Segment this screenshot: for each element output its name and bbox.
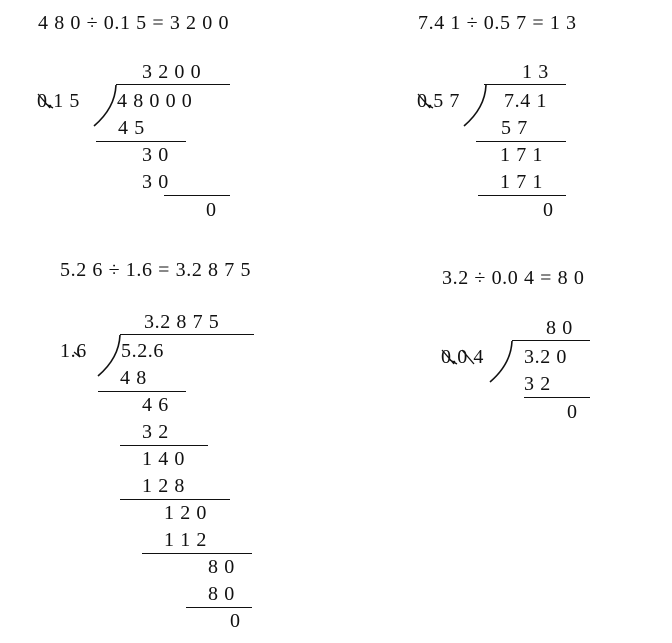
- quotient-2: 1 3: [522, 61, 549, 83]
- long-division-bracket-1: [90, 84, 120, 128]
- step-3-2: 4 6: [142, 394, 169, 416]
- step-line-1-2: [164, 195, 230, 196]
- equation-2: 7.4 1 ÷ 0.5 7 = 1 3: [418, 12, 577, 34]
- step-1-4: 0: [206, 199, 217, 221]
- division-bar-1: [116, 84, 230, 85]
- step-line-3-5: [186, 607, 252, 608]
- equation-3: 5.2 6 ÷ 1.6 = 3.2 8 7 5: [60, 259, 252, 281]
- step-line-1-1: [96, 141, 186, 142]
- quotient-4: 8 0: [546, 317, 573, 339]
- divisor-4: 0.0 4: [441, 346, 484, 368]
- step-1-3: 3 0: [142, 171, 169, 193]
- step-line-2-1: [476, 141, 566, 142]
- step-line-4-1: [524, 397, 590, 398]
- step-3-1: 4 8: [120, 367, 147, 389]
- step-2-2: 1 7 1: [500, 144, 543, 166]
- step-line-3-4: [142, 553, 252, 554]
- step-3-7: 1 1 2: [164, 529, 207, 551]
- step-2-3: 1 7 1: [500, 171, 543, 193]
- step-3-3: 3 2: [142, 421, 169, 443]
- dividend-2: 7.4 1: [504, 90, 547, 112]
- step-3-4: 1 4 0: [142, 448, 185, 470]
- divisor-3: 1.6: [60, 340, 87, 362]
- divisor-1: 0.1 5: [37, 90, 80, 112]
- step-3-8: 8 0: [208, 556, 235, 578]
- step-line-3-1: [98, 391, 186, 392]
- division-bar-2: [484, 84, 566, 85]
- step-2-4: 0: [543, 199, 554, 221]
- step-3-9: 8 0: [208, 583, 235, 605]
- step-3-6: 1 2 0: [164, 502, 207, 524]
- quotient-3: 3.2 8 7 5: [144, 311, 220, 333]
- step-4-1: 3 2: [524, 373, 551, 395]
- step-line-3-2: [120, 445, 208, 446]
- decimal-shift-mark-1: [36, 88, 56, 114]
- step-1-2: 3 0: [142, 144, 169, 166]
- quotient-1: 3 2 0 0: [142, 61, 202, 83]
- decimal-shift-mark-2: [416, 88, 436, 114]
- equation-4: 3.2 ÷ 0.0 4 = 8 0: [442, 267, 585, 289]
- step-3-5: 1 2 8: [142, 475, 185, 497]
- step-line-3-3: [120, 499, 230, 500]
- dividend-3: 5.2.6: [121, 340, 164, 362]
- dividend-4: 3.2 0: [524, 346, 567, 368]
- step-1-1: 4 5: [118, 117, 145, 139]
- division-bar-3: [120, 334, 254, 335]
- decimal-shift-mark-3: [70, 342, 86, 362]
- equation-1: 4 8 0 ÷ 0.1 5 = 3 2 0 0: [38, 12, 230, 34]
- decimal-shift-mark-4: [440, 344, 480, 370]
- step-3-10: 0: [230, 610, 241, 632]
- step-4-2: 0: [567, 401, 578, 423]
- dividend-1: 4 8 0 0 0: [117, 90, 193, 112]
- step-2-1: 5 7: [501, 117, 528, 139]
- long-division-bracket-4: [486, 340, 516, 384]
- long-division-bracket-2: [460, 84, 490, 128]
- division-bar-4: [512, 340, 590, 341]
- step-line-2-2: [478, 195, 566, 196]
- divisor-2: 0.5 7: [417, 90, 460, 112]
